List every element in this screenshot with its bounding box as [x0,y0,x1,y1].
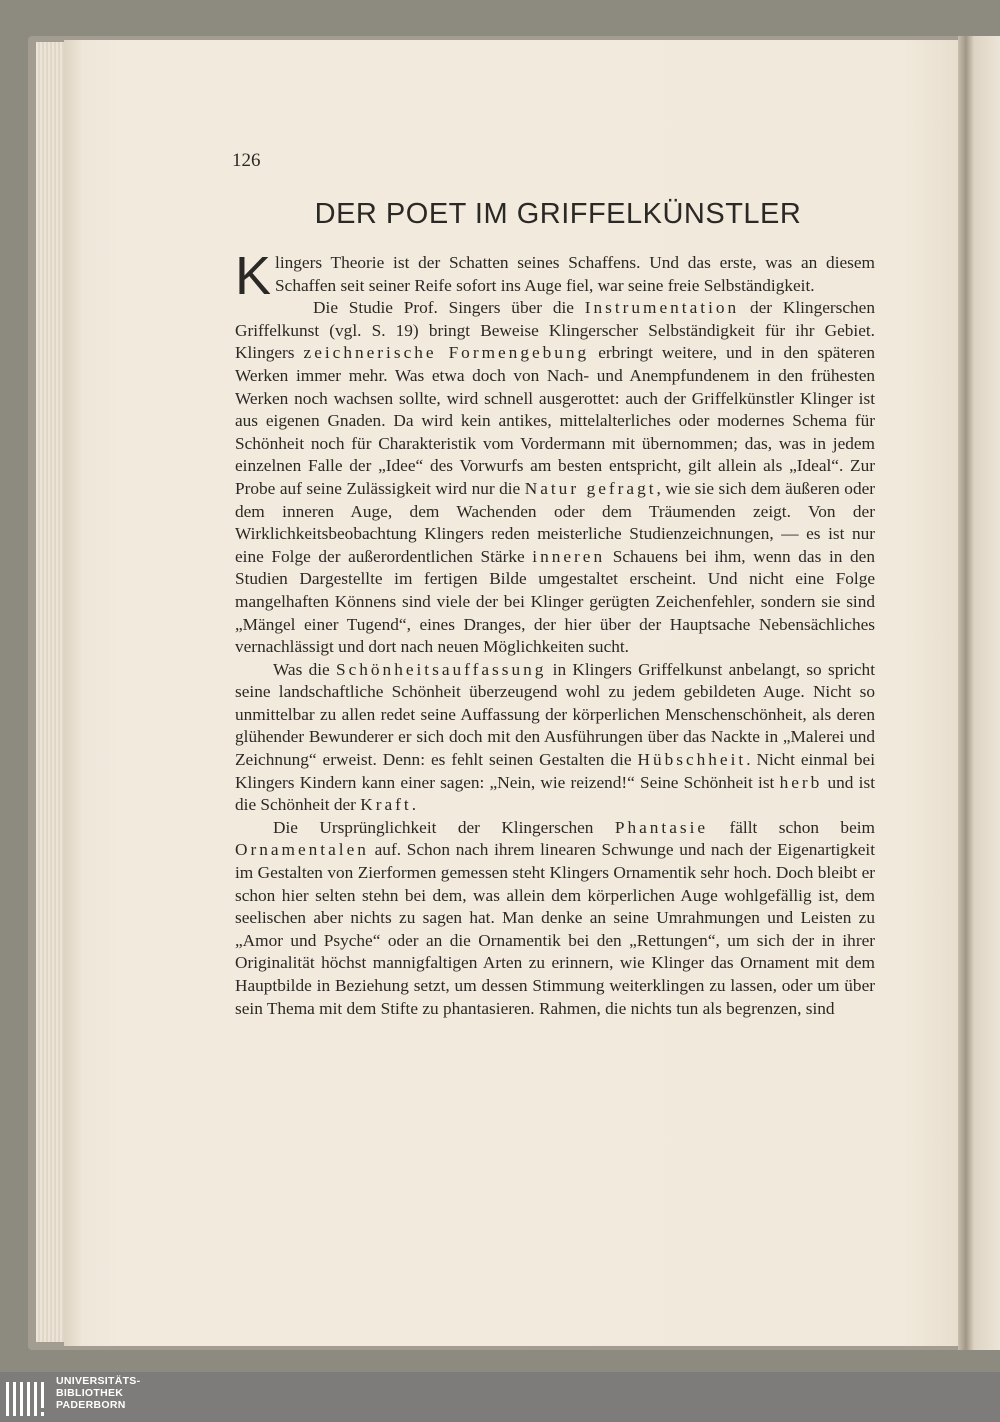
paragraph-3 [235,659,875,817]
text-run: Schauens bei ihm, wenn das in den Studien Dargestellte im fertigen Bilde umgestaltet erscheint. Und nicht eine Folge mangelhaften Könnens sind viele der bei Klinger gerügten Zeichenfehler, sondern sie sind „Mängel einer Tugend“, eines Dranges, der hier über der Hauptsache Nebensächliches vernachlässigt und dort nach neuen Möglichkeiten sucht. [235,546,875,657]
library-name [56,1375,140,1411]
paragraph-4 [235,817,875,1020]
spaced-emphasis: Hübschheit [637,750,747,770]
spaced-emphasis: Instrumentation [584,298,740,318]
paragraph-1-text: lingers Theorie ist der Schatten seines Schaffens. Und das erste, was an diesem Schaffen seit seiner Reife sofort ins Auge fiel, war seine freie Selbständigkeit. [275,253,875,295]
text-run: und ist die Schönheit der [235,772,876,815]
spaced-emphasis: Ornamentalen [235,840,369,860]
text-run: . [411,795,417,815]
text-run: Was die [273,659,336,679]
library-name-line: PADERBORN [56,1399,126,1411]
text-run: erbringt weitere, und in den späteren Werken immer mehr. Was etwa doch von Nach- und Anempfundenem in den frühesten Werken noch wachsen sollte, wird schnell ausgerottet: auch der Griffelkünstler Klinger ist aus eigenen Gnaden. Da wird kein antikes, mittelalterliches oder modernes Schema für Schönheit noch für Charakteristik vom Vordermann mit übernommen; das, was in jedem einzelnen Falle der „Idee“ des Vorwurfs am besten entspricht, gilt allein als „Ideal“. Zur Probe auf seine Zulässigkeit wird nur die [235,343,875,498]
library-name-line: UNIVERSITÄTS- [56,1375,141,1387]
spaced-emphasis: Phantasie [614,817,709,837]
spaced-emphasis: Schönheitsauffassung [335,659,547,679]
body-text [235,246,876,1020]
paragraph-2 [235,297,875,659]
paragraph-1 [235,246,875,306]
spaced-emphasis: Kraft [360,795,412,815]
drop-cap: K [235,246,272,306]
text-run: der Klingerschen Griffelkunst (vgl. S. 19) bringt Beweise Klingerscher Selbständigkeit für ihr Gebiet. Klingers [235,298,875,363]
library-logo-icon [6,1378,48,1418]
text-run: in Klingers Griffelkunst anbelangt, so spricht seine landschaftliche Schönheit überzeugend wohl zu jedem gebildeten Auge. Nicht so unmittelbar zu allen redet seine Auffassung der körperlichen Menschenschönheit, als deren glühender Bewunderer er sich doch mit den Ausführungen über das Nackte in „Malerei und Zeichnung“ erweist. Denn: es fehlt seinen Gestalten die [235,659,876,770]
page-title: DER POET IM GRIFFELKÜNSTLER [314,198,802,230]
spaced-emphasis: inneren [532,546,606,566]
page-number: 126 [232,150,261,171]
spaced-emphasis: Natur gefragt [524,478,657,498]
library-footer [0,1372,1000,1422]
text-run: auf. Schon nach ihrem linearen Schwunge und nach der Eigenartigkeit im Gestalten von Zierformen gemessen steht Klingers Ornamentik sehr hoch. Doch bleibt er schon hier selten stehn bei dem, was allein dem körperlichen Auge wohlgefällig ist, dem seelischen aber nichts zu sagen hat. Man denke an seine Umrahmungen und Leisten zu „Amor und Psyche“ oder an die Ornamentik bei den „Rettungen“, um sich der in ihrer Originalität höchst mannigfaltigen Arten zu erinnern, wie Klinger das Ornament mit dem Hauptbilde in Beziehung setzt, um dessen Stimmung weiterklingen zu lassen, oder um über sein Thema mit dem Stifte zu phantasieren. Rahmen, die nichts tun als begrenzen, sind [235,840,875,1018]
text-run: . Nicht einmal bei Klingers Kindern kann einer sagen: „Nein, wie reizend!“ Seine Schönheit ist [235,750,876,792]
book-gutter [958,36,1000,1350]
library-name-line: BIBLIOTHEK [56,1387,124,1399]
spaced-emphasis: herb [779,772,823,792]
text-run: , wie sie sich dem äußeren oder dem inneren Auge, dem Wachenden oder dem Träumenden zeigt. Von der Wirklichkeitsbeobachtung Klingers reden meisterliche Studienzeichnungen, — es ist nur eine Folge der außerordentlichen Stärke [235,478,876,566]
text-run: fällt schon beim [708,817,875,837]
spaced-emphasis: zeichnerische Formengebung [303,343,590,363]
text-run: Die Ursprünglichkeit der Klingerschen [273,817,615,837]
text-run: Die Studie Prof. Singers über die [313,298,585,318]
